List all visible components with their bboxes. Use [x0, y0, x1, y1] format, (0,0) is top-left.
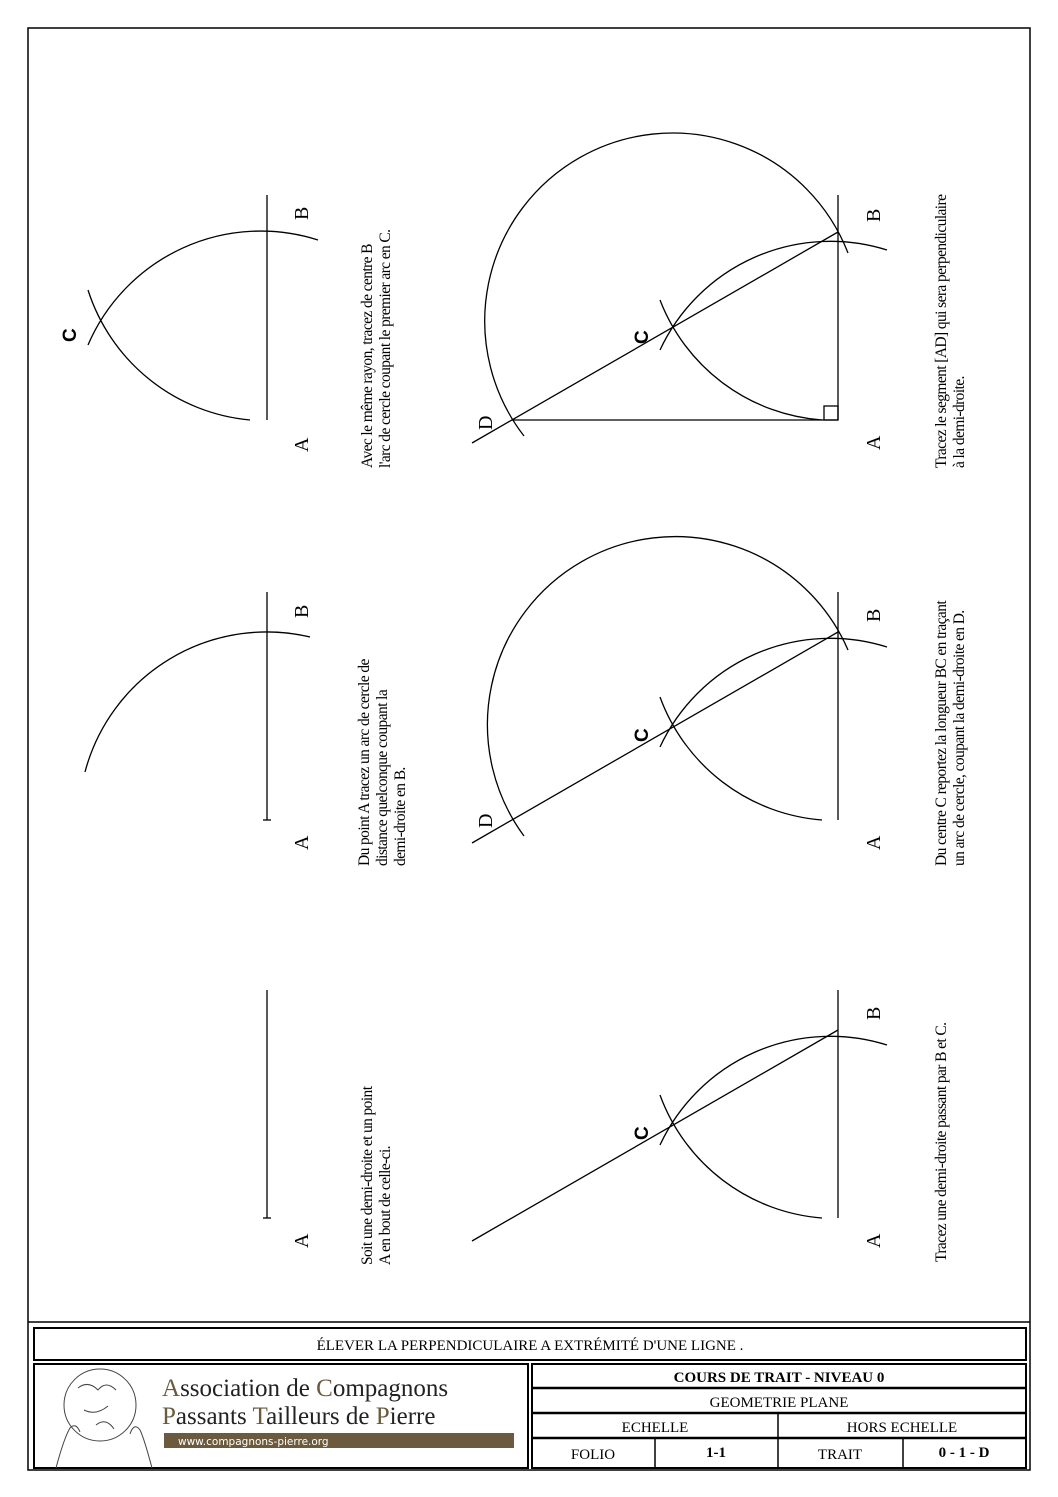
folio-value: 1-1 — [706, 1445, 726, 1461]
label-b: B — [863, 208, 885, 222]
svg-text:à la demi-droite.: à la demi-droite. — [951, 376, 968, 468]
label-a: A — [863, 1233, 885, 1248]
svg-text:l'arc de cercle coupant le pre: l'arc de cercle coupant le premier arc en C. — [377, 229, 394, 468]
step-2-figure — [85, 592, 313, 850]
label-c: C — [632, 330, 653, 344]
course-name: COURS DE TRAIT - NIVEAU 0 — [673, 1370, 885, 1386]
svg-text:un arc de cercle, coupant la d: un arc de cercle, coupant la demi-droite en D. — [951, 610, 968, 866]
step-4-text — [933, 1023, 950, 1262]
label-a: A — [863, 835, 885, 850]
svg-text:demi-droite en B.: demi-droite en B. — [392, 767, 409, 866]
svg-text:A en bout de celle-ci.: A en bout de celle-ci. — [377, 1146, 394, 1265]
step-2-text — [356, 659, 409, 866]
label-c: C — [632, 1126, 653, 1140]
svg-text:Tracez le segment [AD] qui se: Tracez le segment [AD] qui sera perpendiculaire — [933, 194, 950, 468]
svg-text:Soit une demi-droite et un poi: Soit une demi-droite et un point — [359, 1086, 376, 1265]
label-a: A — [291, 835, 313, 850]
trait-label: TRAIT — [817, 1447, 863, 1463]
svg-text:Tracez une demi-droite passant: Tracez une demi-droite passant par B et C. — [933, 1022, 950, 1262]
right-angle-mark — [824, 406, 838, 420]
label-c: C — [60, 328, 81, 342]
label-b: B — [291, 206, 313, 220]
svg-text:distance quelconque coupant la: distance quelconque coupant la — [374, 689, 391, 866]
svg-text:Du point A tracez un arc de ce: Du point A tracez un arc de cercle de — [356, 659, 373, 866]
step-4-figure — [472, 990, 887, 1248]
label-a: A — [863, 435, 885, 450]
label-d: D — [475, 813, 497, 828]
scale-value: HORS ECHELLE — [846, 1420, 958, 1436]
page-border — [28, 28, 1030, 1470]
step-3-figure — [60, 195, 318, 452]
drawing-title: ÉLEVER LA PERPENDICULAIRE A EXTRÉMITÉ D'UNE LIGNE . — [316, 1338, 744, 1354]
logo-line-2: Passants Tailleurs de Pierre — [162, 1403, 436, 1430]
step-5-figure — [472, 537, 887, 850]
label-a: A — [291, 437, 313, 452]
logo-url: www.compagnons-pierre.org — [178, 1436, 329, 1448]
svg-text:Du centre C reportez la longue: Du centre C reportez la longueur BC en traçant — [933, 600, 950, 866]
scale-label: ECHELLE — [621, 1420, 689, 1436]
folio-label: FOLIO — [570, 1447, 616, 1463]
trait-value: 0 - 1 - D — [938, 1445, 990, 1461]
step-5-text — [933, 600, 968, 866]
step-1-figure — [263, 990, 313, 1248]
logo-block — [34, 1364, 528, 1468]
subject: GEOMETRIE PLANE — [709, 1395, 849, 1411]
step-6-figure — [472, 133, 887, 450]
label-d: D — [475, 415, 497, 430]
label-a: A — [291, 1233, 313, 1248]
step-1-text — [359, 1085, 394, 1265]
label-b: B — [863, 608, 885, 622]
label-c: C — [632, 728, 653, 742]
label-b: B — [863, 1006, 885, 1020]
step-3-text — [359, 230, 394, 468]
svg-text:Avec le même rayon, tracez de: Avec le même rayon, tracez de centre B — [359, 244, 376, 468]
logo-line-1: Association de Compagnons — [162, 1375, 449, 1402]
step-6-text — [933, 194, 968, 468]
logo-emblem — [56, 1369, 152, 1468]
label-b: B — [291, 604, 313, 618]
